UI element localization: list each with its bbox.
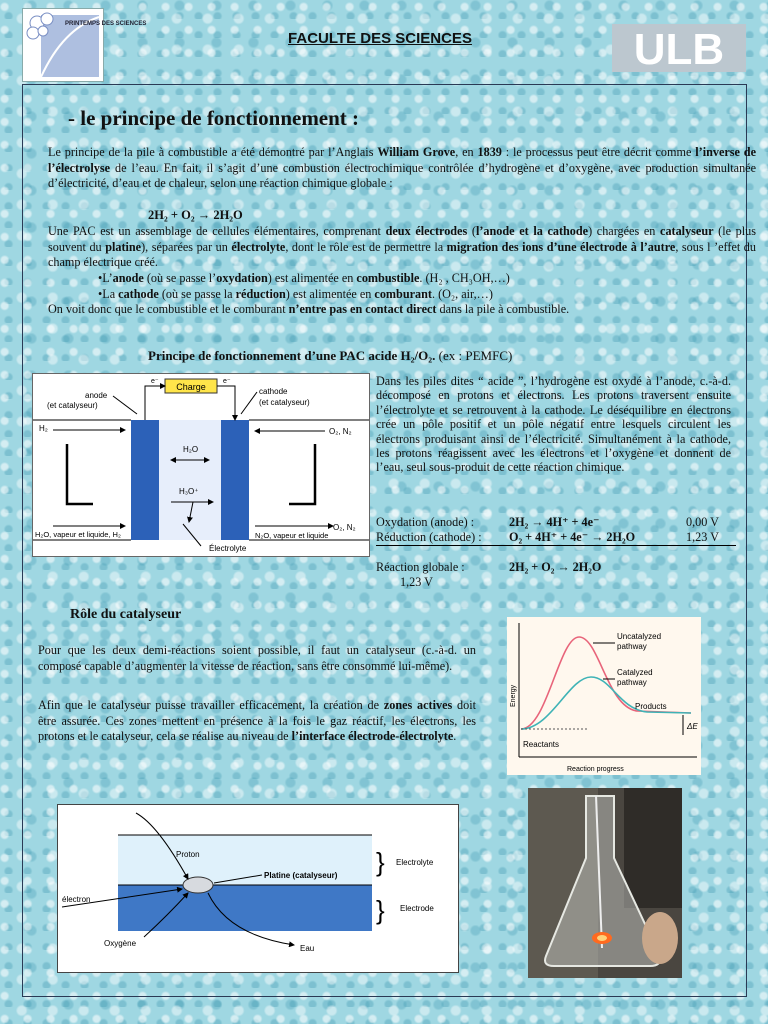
platinum-particle [183,877,213,893]
intro-paragraph: Le principe de la pile à combustible a été démontré par l’Anglais William Grove, en 1839 : le processus peut être décrit comme l’inverse de l’électrolyse de l’eau. En fait, il s’agit d’une combustion électrochimique contrôlée d’hydrogène et d’oxygène, avec production simultanée d’électricité, d’eau et de chaleur, selon une réaction chimique globale : [48,145,756,191]
catalyzed-label: Catalyzed [617,668,653,677]
electrode-side-label: Electrode [400,904,434,913]
reduction-equation: O₂ + 4H⁺ + 4e⁻ → 2H₂O [509,530,636,544]
electrolyte-label: Électrolyte [209,544,247,553]
water-label: Eau [300,944,315,953]
printemps-des-sciences-logo [22,8,147,82]
faculty-title: FACULTE DES SCIENCES [288,30,472,47]
catalyst-paragraph-2: Afin que le catalyseur puisse travailler efficacement, la création de zones actives doit être assurée. Ces zones mettent en présence à la fois le gaz réactif, les électrons, les protons et le catalyseur, cela se réalise au niveau de l’interface électrode-électrolyte. [38,698,476,744]
oxidation-row [376,515,736,530]
flask-photo [528,788,682,978]
figure1-title: Principe de fonctionnement d’une PAC acide H₂/O₂. (ex : PEMFC) [148,348,513,363]
fuel-cell-diagram [32,373,370,557]
catalyst-interface-diagram [57,804,459,973]
uncatalyzed-label: Uncatalyzed [617,632,662,641]
oxygen-label: Oxygène [104,939,137,948]
anode-plate [131,420,159,540]
energy-axis-label: Energy [510,684,517,707]
reduction-label: Réduction (cathode) : [376,530,482,544]
half-reactions [376,515,736,590]
electrode-brace: } [376,895,385,925]
energy-diagram [507,617,701,775]
global-label: Réaction globale : [376,560,465,574]
global-row [376,560,736,575]
products-label: Products [635,702,667,711]
ulb-logo [612,24,746,72]
oxidation-potential: 0,00 V [686,515,719,529]
acid-cell-explanation: Dans les piles dites “ acide ”, l’hydrogène est oxydé à l’anode, c.-à-d. décomposé en protons et électrons. Les protons traversent ensuite l’électrolyte et se retrouvent à la cathode. Le déséquilibre en électrons crée un pôle positif et un pôle négatif entre lesquels circulent les électrons produisant ainsi de l’électricité. Simultanément à la cathode, les protons réagissent avec les électrons et l’oxygène et donnent de l’eau, seul sous-produit de cette réaction chimique. [376,374,731,475]
section-title: - le principe de fonctionnement : [68,106,360,130]
electrolyte-brace: } [376,847,385,877]
catalyst-paragraph-1: Pour que les deux demi-réactions soient possible, il faut un catalyseur (c.-à-d. un composé capable d’augmenter la vitesse de réaction, sans être consommé lui-même). [38,643,476,673]
cathode-outlet-label: N₂O, vapeur et liquide [255,531,329,540]
global-potential: 1,23 V [400,575,433,589]
electron-label: électron [62,895,91,904]
logo-left-text: PRINTEMPS DES SCIENCES [65,21,147,27]
h2o-label: H₂O [183,445,199,454]
o2n2-out-label: O₂, N₂ [333,523,356,532]
bullet-cathode: •La cathode (où se passe la réduction) est alimentée en comburant. (O₂, air,…) [98,287,493,301]
bullet-anode: •L’anode (où se passe l’oxydation) est alimentée en combustible. (H₂ , CH₃OH,…) [98,271,510,285]
cathode-plate [221,420,249,540]
anode-label: anode [85,391,108,400]
cathode-sub-label: (et catalyseur) [259,398,310,407]
catalyzed-label-2: pathway [617,678,647,687]
oxidation-label: Oxydation (anode) : [376,515,475,529]
platinum-label: Platine (catalyseur) [264,871,338,880]
electron-right-label: e⁻ [223,378,231,385]
global-reaction: 2H₂ + O₂ → 2H₂O [148,208,243,222]
global-equation: 2H₂ + O₂ → 2H₂O [509,560,602,574]
anode-outlet-label: H₂O, vapeur et liquide, H₂ [35,530,121,539]
ulb-logo-text: ULB [633,25,725,74]
uncatalyzed-label-2: pathway [617,642,647,651]
reduction-potential: 1,23 V [686,530,719,544]
oxidation-equation: 2H₂ → 4H⁺ + 4e⁻ [509,515,600,529]
reactants-label: Reactants [523,740,560,749]
pac-paragraph: Une PAC est un assemblage de cellules élémentaires, comprenant deux électrodes (l’anode et la cathode) chargées en catalyseur (le plus souvent du platine), séparées par un électrolyte, dont le rôle est de permettre la migration des ions d’une électrode à l’autre, sous l ’effet du champ électrique créé. [48,224,757,270]
anode-sub-label: (et catalyseur) [47,401,98,410]
h3o-label: H₃O⁺ [179,487,199,496]
catalyst-title: Rôle du catalyseur [70,607,182,622]
electrode-layer [118,885,372,931]
o2n2-label: O₂, N₂ [329,427,352,436]
proton-label: Proton [176,850,200,859]
charge-label: Charge [176,382,206,392]
electron-left-label: e⁻ [151,378,159,385]
delta-e-label: ΔE [687,722,698,731]
conclusion-line: On voit donc que le combustible et le comburant n’entre pas en contact direct dans la pile à combustible. [48,302,570,316]
progress-axis-label: Reaction progress [567,766,624,773]
reduction-row [376,530,736,546]
electrolyte-zone [159,420,221,540]
h2-label: H₂ [39,424,48,433]
electrolyte-side-label: Electrolyte [396,858,434,867]
cathode-label: cathode [259,387,288,396]
